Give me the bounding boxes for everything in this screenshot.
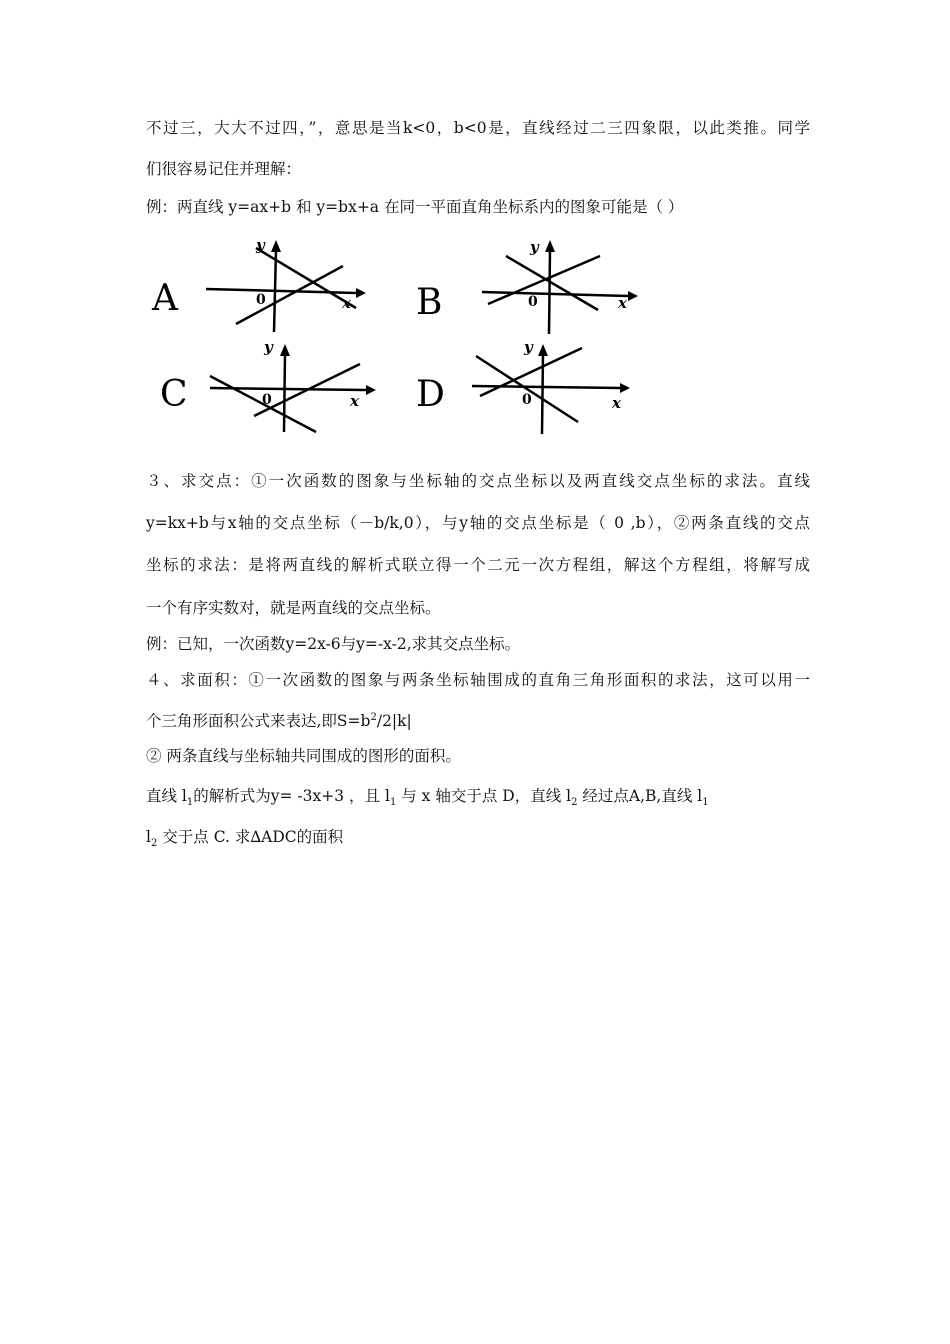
origin-label: 0 xyxy=(522,392,532,408)
graph-option-c xyxy=(158,336,388,436)
y-axis-label: y xyxy=(524,338,533,356)
text-span: 个三角形面积公式来表达,即S=b xyxy=(146,712,371,730)
x-axis-label: x xyxy=(350,392,359,410)
text-span: 经过点A,B,直线 l xyxy=(577,787,703,805)
problem-line xyxy=(146,785,810,807)
text-span: l xyxy=(146,828,151,846)
text-span: 的解析式为y= -3x+3 ，且 l xyxy=(193,787,390,805)
graph-option-a xyxy=(148,236,378,336)
subscript: 2 xyxy=(571,797,578,809)
y-axis-label: y xyxy=(256,236,265,254)
y-axis-label: y xyxy=(530,238,539,256)
graph-option-b xyxy=(410,236,640,336)
y-axis-label: y xyxy=(264,338,273,356)
option-letter: D xyxy=(416,374,445,415)
paragraph-line: 不过三，大大不过四，”，意思是当k<0，b<0是，直线经过二三四象限，以此类推。同学 xyxy=(146,119,810,137)
subscript: 2 xyxy=(150,838,158,850)
paragraph-line: y=kx+b与x轴的交点坐标（－b/k,0），与y轴的交点坐标是（ 0 ,b），②两条直线的交点 xyxy=(146,514,810,532)
paragraph-line: 坐标的求法：是将两直线的解析式联立得一个二元一次方程组，解这个方程组，将解写成 xyxy=(146,556,810,574)
section-3-line: ３、求交点：①一次函数的图象与坐标轴的交点坐标以及两直线交点坐标的求法。直线 xyxy=(146,472,810,490)
subscript: 1 xyxy=(186,797,194,809)
option-letter: C xyxy=(160,374,188,415)
x-axis-label: x xyxy=(618,294,627,312)
text-span: 与 x 轴交于点 D，直线 l xyxy=(396,787,572,805)
example-line: 例：两直线 y=ax+b 和 y=bx+a 在同一平面直角坐标系内的图象可能是（ ） xyxy=(146,198,684,216)
text-span: 直线 l xyxy=(146,787,187,805)
subscript: 1 xyxy=(702,797,709,809)
paragraph-line: ② 两条直线与坐标轴共同围成的图形的面积。 xyxy=(146,747,461,765)
problem-line xyxy=(146,826,810,848)
section-4-line: ４、求面积：①一次函数的图象与两条坐标轴围成的直角三角形面积的求法，这可以用一 xyxy=(146,671,810,689)
text-span: 交于点 C. 求∆ADC的面积 xyxy=(157,828,344,846)
x-axis-label: x xyxy=(612,394,621,412)
option-letter: A xyxy=(152,278,178,319)
text-span: /2|k| xyxy=(376,712,412,730)
formula-line xyxy=(146,710,810,732)
subscript: 1 xyxy=(389,797,397,809)
example-line: 例：已知，一次函数y=2x-6与y=-x-2,求其交点坐标。 xyxy=(146,635,521,653)
superscript: 2 xyxy=(370,711,377,723)
origin-label: 0 xyxy=(528,294,538,310)
paragraph-line: 一个有序实数对，就是两直线的交点坐标。 xyxy=(146,599,441,617)
option-letter: B xyxy=(416,282,443,323)
origin-label: 0 xyxy=(256,292,266,308)
origin-label: 0 xyxy=(262,392,272,408)
paragraph-line: 们很容易记住并理解： xyxy=(146,160,302,178)
graph-option-d xyxy=(412,336,642,436)
x-axis-label: x xyxy=(342,294,351,312)
